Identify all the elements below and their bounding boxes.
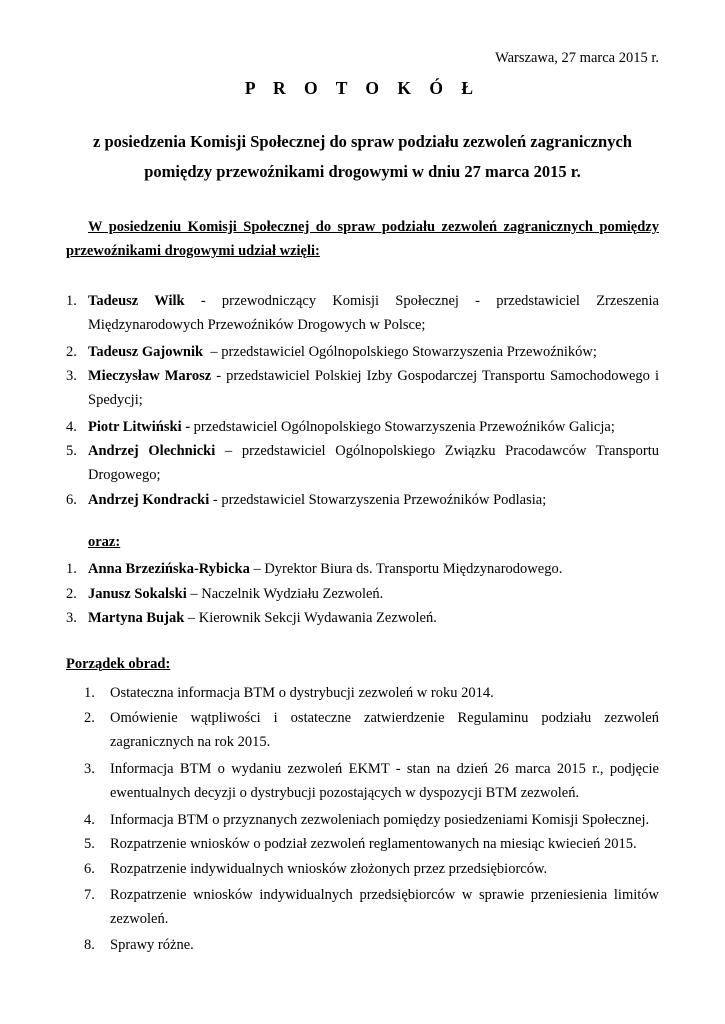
subtitle-line-2: pomiędzy przewoźnikami drogowymi w dniu 27 marca 2015 r. (144, 162, 581, 181)
participant-name: Mieczysław Marosz (88, 368, 212, 384)
item-text (88, 340, 659, 364)
list-item (0, 340, 725, 364)
participant-role: - przedstawiciel Stowarzyszenia Przewoźników Podlasia; (209, 492, 547, 508)
list-item (0, 857, 725, 881)
agenda-item-text: Rozpatrzenie wniosków indywidualnych przedsiębiorców w sprawie przeniesienia limitów zezwoleń. (110, 887, 659, 927)
list-item (0, 883, 725, 933)
participant-role: - przewodniczący Komisji Społecznej - przedstawiciel Zrzeszenia Międzynarodowych Przewoźników Drogowych w Polsce; (88, 293, 659, 333)
item-text (88, 488, 659, 512)
subtitle-line-1: z posiedzenia Komisji Społecznej do spraw podziału zezwoleń zagranicznych (93, 132, 632, 151)
item-text (88, 289, 659, 337)
list-item (0, 933, 725, 957)
item-text (88, 439, 659, 487)
item-number: 2. (84, 710, 95, 726)
list-item (0, 289, 725, 339)
item-number: 5. (84, 836, 95, 852)
item-number: 4. (66, 419, 77, 435)
item-text (88, 557, 659, 581)
person-name: Martyna Bujak (88, 610, 185, 626)
document-date: Warszawa, 27 marca 2015 r. (495, 50, 659, 66)
participant-name: Tadeusz Gajownik (88, 344, 204, 360)
item-number: 4. (84, 812, 95, 828)
list-item (0, 706, 725, 756)
participant-role: – przedstawiciel Ogólnopolskiego Stowarzyszenia Przewoźników; (203, 344, 597, 360)
agenda-item-text: Rozpatrzenie wniosków o podział zezwoleń reglamentowanych na miesiąc kwiecień 2015. (110, 836, 637, 852)
list-item (0, 582, 725, 606)
item-text (88, 364, 659, 412)
list-item (0, 557, 725, 581)
document-title: P R O T O K Ó Ł (244, 78, 481, 98)
list-item (0, 606, 725, 630)
list-item (0, 681, 725, 705)
item-number: 5. (66, 443, 77, 459)
agenda-item-text: Informacja BTM o przyznanych zezwoleniach pomiędzy posiedzeniami Komisji Społecznej. (110, 812, 650, 828)
list-item (0, 832, 725, 856)
item-number: 3. (66, 368, 77, 384)
participant-role: przedstawiciel Ogólnopolskiego Stowarzyszenia Przewoźników Galicja; (190, 419, 615, 435)
item-number: 1. (66, 293, 77, 309)
item-number: 6. (66, 492, 77, 508)
list-item (0, 757, 725, 807)
item-number: 1. (84, 685, 95, 701)
agenda-item-text: Omówienie wątpliwości i ostateczne zatwierdzenie Regulaminu podziału zezwoleń zagranicznych na rok 2015. (110, 710, 659, 750)
intro-paragraph: W posiedzeniu Komisji Społecznej do spraw podziału zezwoleń zagranicznych pomiędzy przewoźnikami drogowymi udział wzięli: (66, 219, 659, 259)
participant-name: Piotr Litwiński - (88, 419, 191, 435)
item-number: 3. (66, 610, 77, 626)
item-text (88, 415, 659, 439)
list-item (0, 364, 725, 414)
agenda-item-text: Ostateczna informacja BTM o dystrybucji zezwoleń w roku 2014. (110, 685, 494, 701)
item-number: 2. (66, 586, 77, 602)
participant-name: Andrzej Olechnicki (88, 443, 216, 459)
also-heading: oraz: (88, 534, 121, 550)
item-number: 8. (84, 937, 95, 953)
participant-name: Tadeusz Wilk (88, 293, 185, 309)
person-role: – Dyrektor Biura ds. Transportu Międzynarodowego. (249, 561, 563, 577)
list-item (0, 808, 725, 832)
person-name: Janusz Sokalski (88, 586, 187, 602)
person-role: – Kierownik Sekcji Wydawania Zezwoleń. (184, 610, 437, 626)
item-number: 2. (66, 344, 77, 360)
participant-name: Andrzej Kondracki (88, 492, 210, 508)
agenda-item-text: Informacja BTM o wydaniu zezwoleń EKMT - stan na dzień 26 marca 2015 r., podjęcie ewentualnych decyzji o dystrybucji pozostających w dyspozycji BTM zezwoleń. (110, 761, 659, 801)
participant-role: – przedstawiciel Ogólnopolskiego Związku Pracodawców Transportu Drogowego; (88, 443, 659, 483)
list-item (0, 488, 725, 512)
list-item (0, 439, 725, 489)
agenda-item-text: Sprawy różne. (110, 937, 194, 953)
item-text (88, 582, 659, 606)
item-number: 7. (84, 887, 95, 903)
participant-role: - przedstawiciel Polskiej Izby Gospodarczej Transportu Samochodowego i Spedycji; (88, 368, 659, 408)
agenda-heading: Porządek obrad: (66, 656, 171, 672)
agenda-item-text: Rozpatrzenie indywidualnych wniosków złożonych przez przedsiębiorców. (110, 861, 548, 877)
item-number: 6. (84, 861, 95, 877)
person-name: Anna Brzezińska-Rybicka (88, 561, 250, 577)
item-text (88, 606, 659, 630)
item-number: 3. (84, 761, 95, 777)
list-item (0, 415, 725, 439)
item-number: 1. (66, 561, 77, 577)
person-role: – Naczelnik Wydziału Zezwoleń. (186, 586, 384, 602)
